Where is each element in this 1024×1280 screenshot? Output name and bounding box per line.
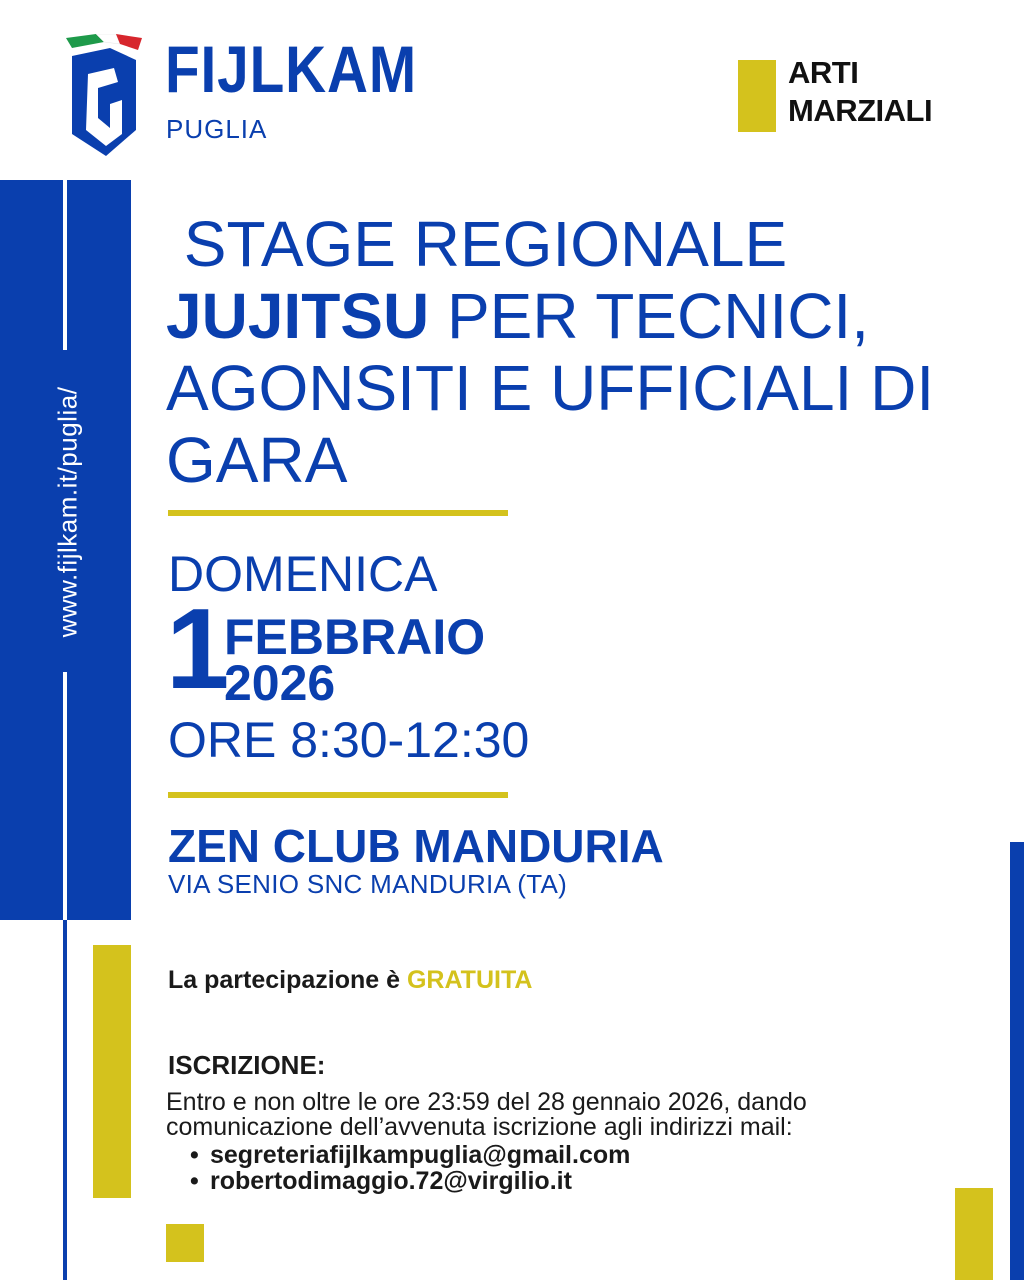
fijlkam-logo-icon <box>66 34 142 156</box>
title-discipline: JUJITSU <box>166 280 430 352</box>
year: 2026 <box>224 655 336 711</box>
email-item[interactable] <box>190 1168 630 1194</box>
email-item[interactable] <box>190 1142 630 1168</box>
day-name: DOMENICA <box>168 546 438 602</box>
registration-heading: ISCRIZIONE: <box>168 1050 326 1080</box>
vertical-line-lower <box>63 920 67 1280</box>
divider-top <box>168 510 508 516</box>
title-line-4: GARA <box>166 424 348 496</box>
email-address[interactable]: robertodimaggio.72@virgilio.it <box>210 1167 572 1195</box>
event-time: ORE 8:30-12:30 <box>168 712 530 768</box>
badge-line-1: ARTI <box>788 55 859 90</box>
category-badge <box>788 54 932 130</box>
website-url: www.fijlkam.it/puglia/ <box>52 386 83 638</box>
registration-text: Entro e non oltre le ore 23:59 del 28 gennaio 2026, dando comunicazione dell’avvenuta iscrizione agli indirizzi mail: <box>166 1088 807 1141</box>
vertical-line-top <box>63 180 67 350</box>
title-line-2 <box>166 280 986 352</box>
badge-line-2: MARZIALI <box>788 93 933 128</box>
title-line-2-rest: PER TECNICI, <box>429 280 869 352</box>
brand-name: FIJLKAM <box>165 32 417 106</box>
month: FEBBRAIO <box>224 609 486 665</box>
participation-free: GRATUITA <box>406 966 533 994</box>
event-title <box>166 208 986 496</box>
title-line-3: AGONSITI E UFFICIALI DI <box>166 352 935 424</box>
venue-name: ZEN CLUB MANDURIA <box>168 820 664 872</box>
title-line-1: STAGE REGIONALE <box>166 208 788 280</box>
yellow-square-bottom <box>166 1224 204 1262</box>
yellow-bar-right <box>955 1188 993 1280</box>
badge-accent-bar <box>738 60 776 132</box>
brand-region: PUGLIA <box>166 114 268 144</box>
registration-emails <box>190 1142 630 1194</box>
email-address[interactable]: segreteriafijlkampuglia@gmail.com <box>210 1141 631 1169</box>
participation-note <box>168 966 532 995</box>
divider-bottom <box>168 792 508 798</box>
day-number: 1 <box>166 586 230 713</box>
vertical-line-bottom <box>63 672 67 920</box>
yellow-bar-left <box>93 945 131 1198</box>
blue-bar-right <box>1010 842 1024 1280</box>
venue-address: VIA SENIO SNC MANDURIA (TA) <box>168 869 568 899</box>
participation-prefix: La partecipazione è <box>168 966 407 994</box>
